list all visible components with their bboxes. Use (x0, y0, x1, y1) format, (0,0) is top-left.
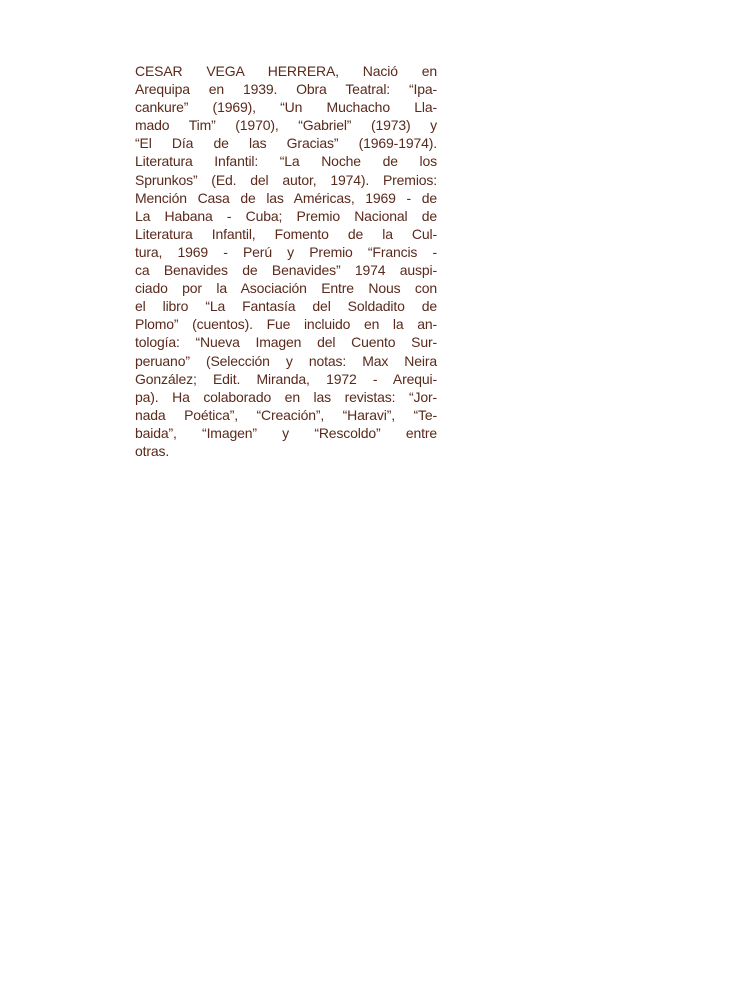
bio-line: Literatura Infantil: “La Noche de los (135, 153, 437, 170)
bio-line: el libro “La Fantasía del Soldadito de (135, 298, 437, 315)
bio-line: Plomo” (cuentos). Fue incluido en la an- (135, 316, 437, 333)
bio-line: “El Día de las Gracias” (1969-1974). (135, 135, 437, 152)
bio-line: Sprunkos” (Ed. del autor, 1974). Premios: (135, 171, 437, 188)
bio-line: baida”, “Imagen” y “Rescoldo” entre (135, 424, 437, 441)
bio-line: tura, 1969 - Perú y Premio “Francis - (135, 243, 437, 260)
biography-paragraph (135, 62, 437, 460)
bio-line: otras. (135, 442, 170, 459)
bio-line: peruano” (Selección y notas: Max Neira (135, 352, 437, 369)
bio-line: ciado por la Asociación Entre Nous con (135, 280, 437, 297)
bio-line: nada Poética”, “Creación”, “Haravi”, “Te- (135, 406, 437, 423)
bio-line: mado Tim” (1970), “Gabriel” (1973) y (135, 117, 437, 134)
bio-line: cankure” (1969), “Un Muchacho Lla- (135, 99, 437, 116)
bio-line: Literatura Infantil, Fomento de la Cul- (135, 225, 437, 242)
bio-line: Arequipa en 1939. Obra Teatral: “Ipa- (135, 81, 437, 98)
bio-line: CESAR VEGA HERRERA, Nació en (135, 63, 437, 79)
bio-line: González; Edit. Miranda, 1972 - Arequi- (135, 370, 437, 387)
bio-line: ca Benavides de Benavides” 1974 auspi- (135, 262, 437, 279)
bio-line: La Habana - Cuba; Premio Nacional de (135, 207, 437, 224)
bio-line: Mención Casa de las Américas, 1969 - de (135, 189, 437, 206)
bio-line: tología: “Nueva Imagen del Cuento Sur- (135, 334, 437, 351)
bio-line: pa). Ha colaborado en las revistas: “Jor- (135, 388, 437, 405)
